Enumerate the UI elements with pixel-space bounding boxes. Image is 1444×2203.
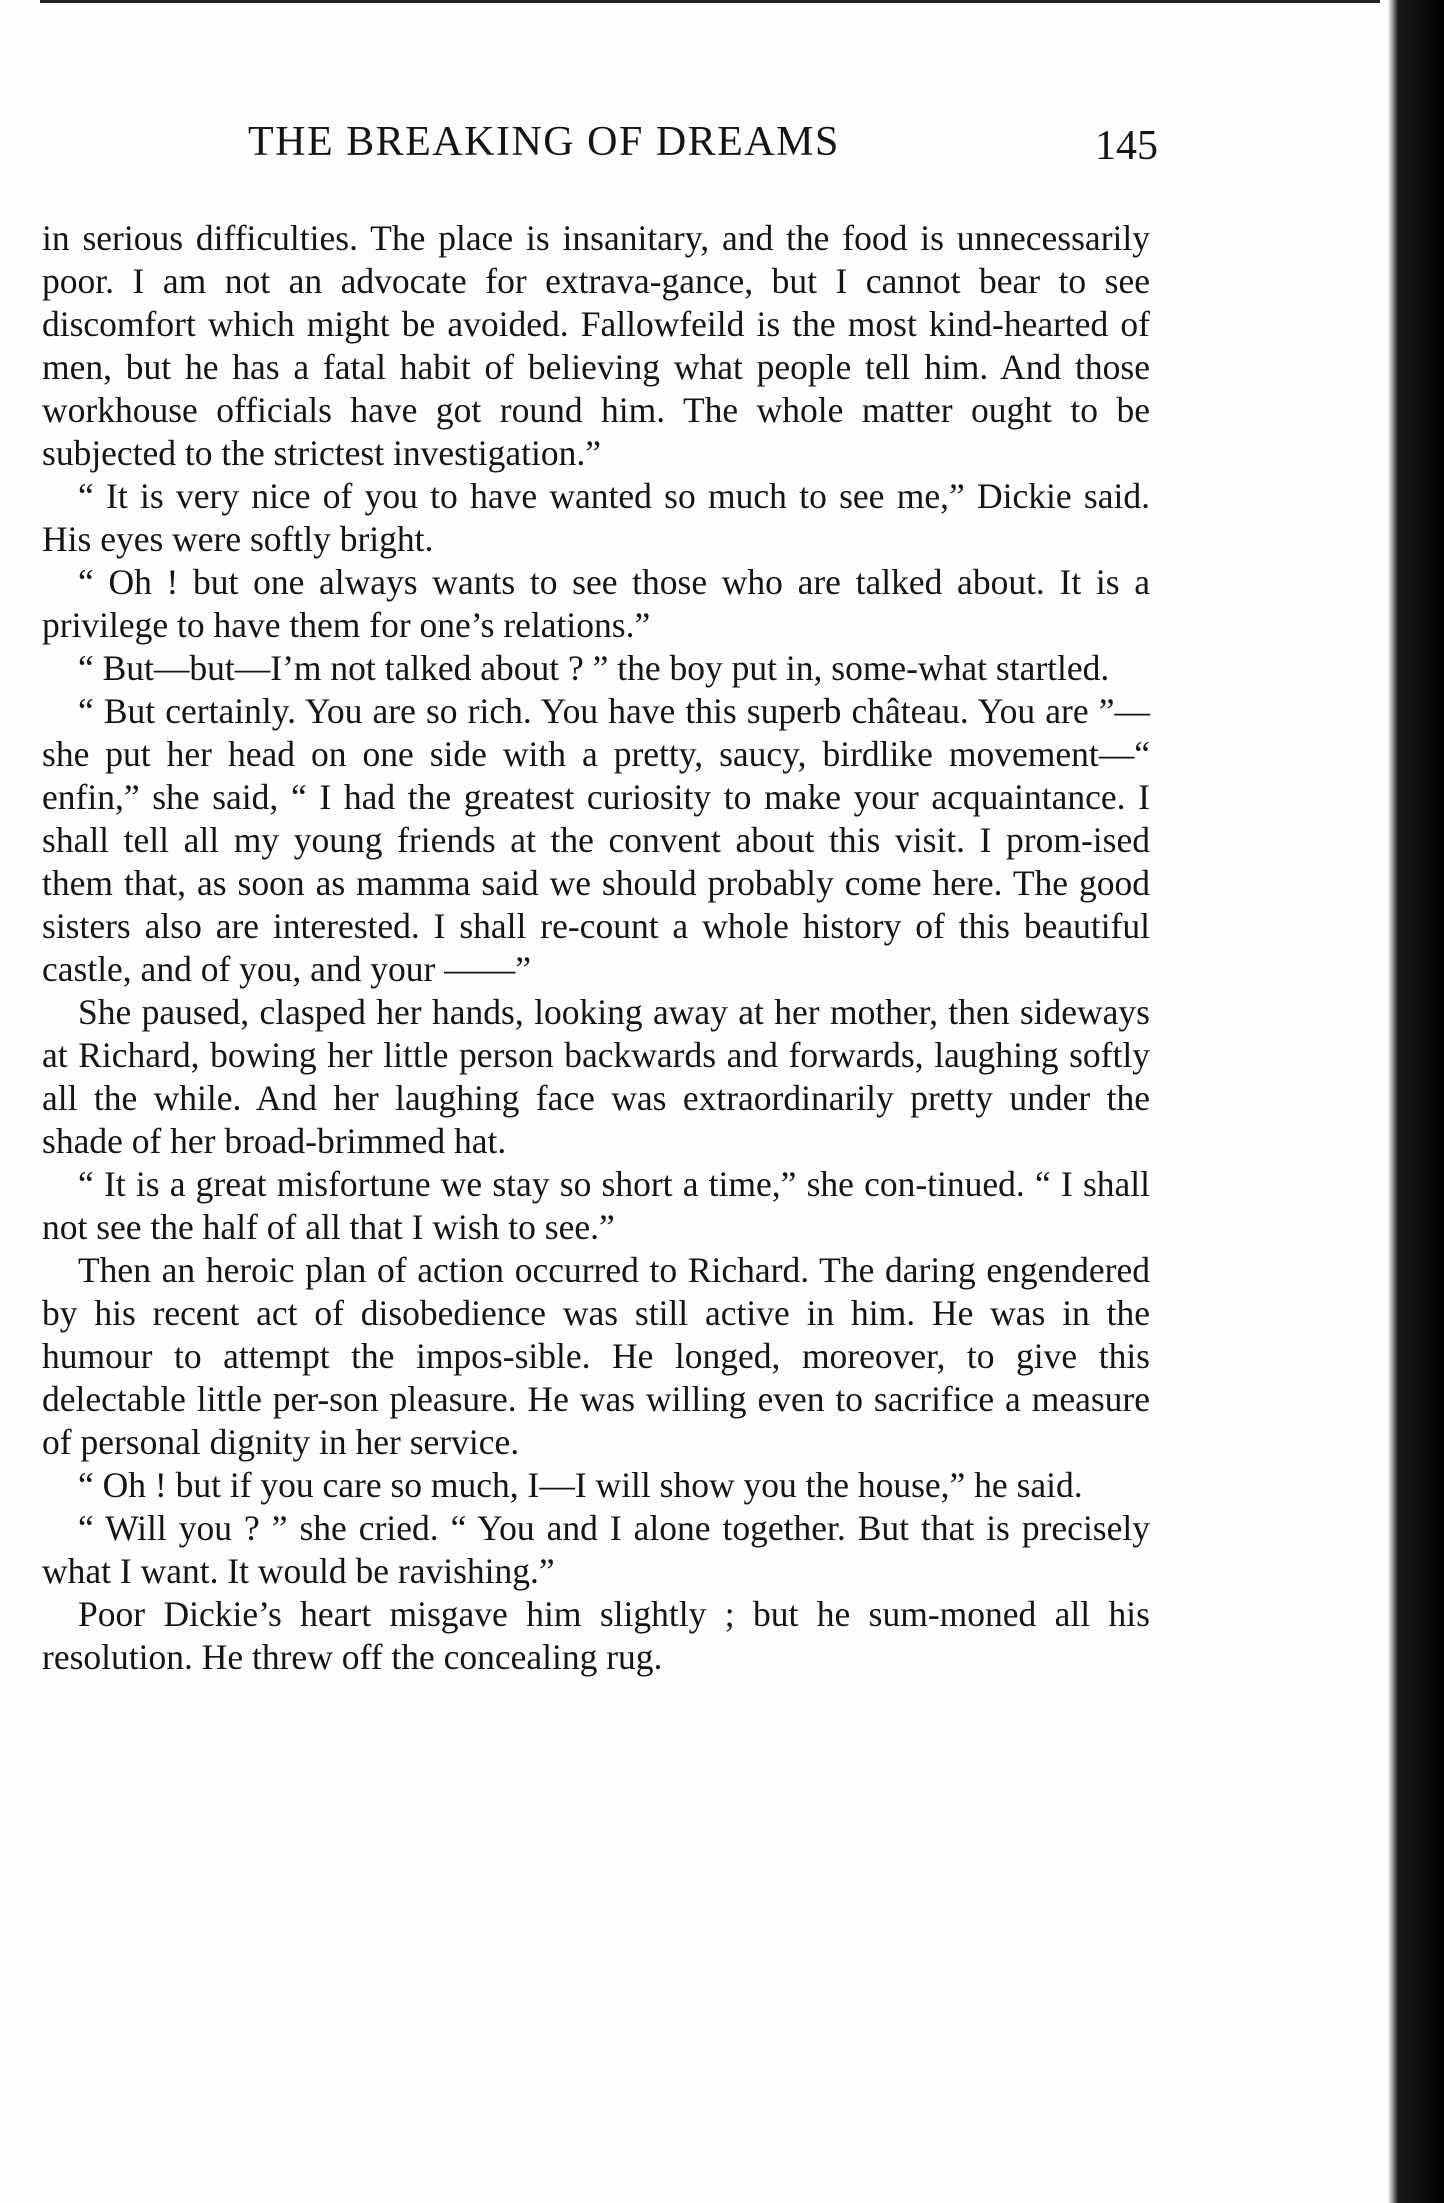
paragraph: She paused, clasped her hands, looking away at her mother, then sideways at Richard, bowing her little person backwards and forwards, laughing softly all the while. And her laughing face was extraordinarily pretty under the shade of her broad-brimmed hat. — [42, 992, 1150, 1161]
paragraph: Then an heroic plan of action occurred to Richard. The daring engendered by his recent act of disobedience was still active in him. He was in the humour to attempt the impos-sible. He longed, moreover, to give this delectable little per-son pleasure. He was willing even to sacrifice a measure of personal dignity in her service. — [42, 1250, 1150, 1462]
top-edge-rule — [40, 0, 1380, 3]
paragraph: “ It is very nice of you to have wanted so much to see me,” Dickie said. His eyes were softly bright. — [42, 476, 1150, 559]
running-title: THE BREAKING OF DREAMS — [248, 119, 840, 165]
paragraph: “ But certainly. You are so rich. You have this superb château. You are ”—she put her head on one side with a pretty, saucy, birdlike movement—“ enfin,” she said, “ I had the greatest curiosity to make your acquaintance. I shall tell all my young friends at the convent about this visit. I prom-ised them that, as soon as mamma said we should probably come here. The good sisters also are interested. I shall re-count a whole history of this beautiful castle, and of you, and your ——” — [42, 691, 1150, 989]
paragraph: “ It is a great misfortune we stay so short a time,” she con-tinued. “ I shall not see the half of all that I wish to see.” — [42, 1164, 1150, 1247]
paragraph: “ Will you ? ” she cried. “ You and I alone together. But that is precisely what I want. It would be ravishing.” — [42, 1508, 1150, 1591]
paragraph: “ Oh ! but one always wants to see those who are talked about. It is a privilege to have them for one’s relations.” — [42, 562, 1150, 645]
paragraph: “ Oh ! but if you care so much, I—I will show you the house,” he said. — [78, 1465, 1083, 1505]
paragraph: Poor Dickie’s heart misgave him slightly ; but he sum-moned all his resolution. He threw off the concealing rug. — [42, 1594, 1150, 1677]
running-head — [42, 118, 1158, 178]
page-number: 145 — [1095, 123, 1158, 169]
body-text — [42, 217, 1150, 1679]
page-edge-shadow — [1388, 0, 1444, 2203]
paragraph: in serious difficulties. The place is insanitary, and the food is unnecessarily poor. I am not an advocate for extrava-gance, but I cannot bear to see discomfort which might be avoided. Fallowfeild is the most kind-hearted of men, but he has a fatal habit of believing what people tell him. And those workhouse officials have got round him. The whole matter ought to be subjected to the strictest investigation.” — [42, 218, 1150, 473]
paragraph: “ But—but—I’m not talked about ? ” the boy put in, some-what startled. — [78, 648, 1110, 688]
